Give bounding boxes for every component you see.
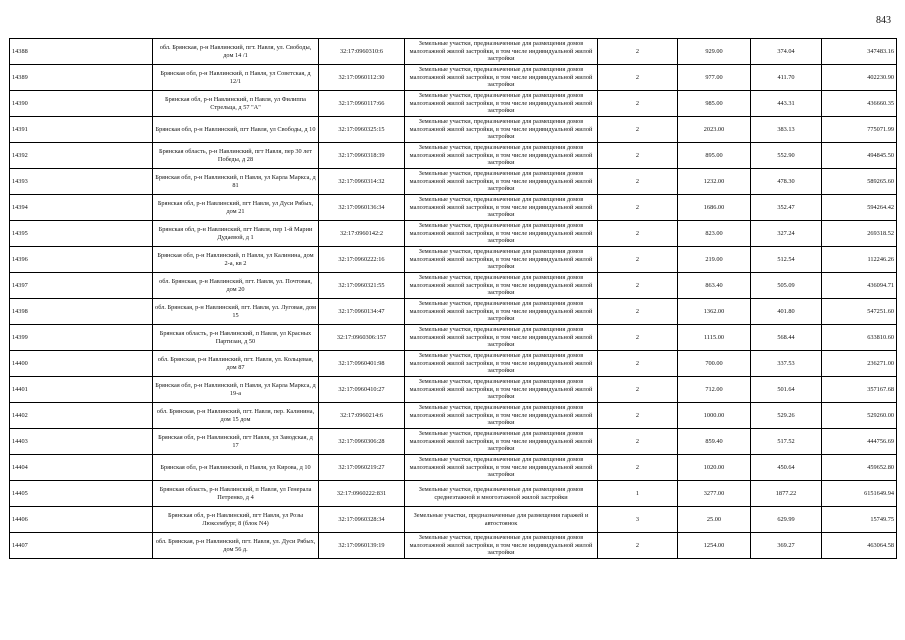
address-cell: обл. Брянская, р-н Навлинский, пгт. Навля, ул. Луговая, дом 15 bbox=[153, 299, 319, 325]
specific-value-cell: 512.54 bbox=[751, 247, 822, 273]
land-use-cell: Земельные участки, предназначенные для размещения домов малоэтажной жилой застройки, в том числе индивидуальной жилой застройки bbox=[405, 533, 598, 559]
row-number: 14403 bbox=[10, 429, 153, 455]
area-cell: 929.00 bbox=[678, 39, 751, 65]
cadastral-number-cell: 32:17:0960222:16 bbox=[319, 247, 405, 273]
land-use-cell: Земельные участки, предназначенные для размещения гаражей и автостоянок bbox=[405, 507, 598, 533]
area-cell: 1020.00 bbox=[678, 455, 751, 481]
address-cell: Брянская обл, р-н Навлинский, пгт Навля, ул Заводская, д 17 bbox=[153, 429, 319, 455]
table-row bbox=[10, 351, 897, 377]
specific-value-cell: 411.70 bbox=[751, 65, 822, 91]
table-row bbox=[10, 455, 897, 481]
specific-value-cell: 505.09 bbox=[751, 273, 822, 299]
cadastral-value-cell: 6151649.94 bbox=[822, 481, 897, 507]
row-number: 14405 bbox=[10, 481, 153, 507]
row-number: 14392 bbox=[10, 143, 153, 169]
table-row bbox=[10, 481, 897, 507]
group-number-cell: 1 bbox=[598, 481, 678, 507]
specific-value-cell: 337.53 bbox=[751, 351, 822, 377]
cadastral-value-cell: 463064.58 bbox=[822, 533, 897, 559]
area-cell: 977.00 bbox=[678, 65, 751, 91]
address-cell: Брянская обл, р-н Навлинский, п Навля, ул Карла Маркса, д 81 bbox=[153, 169, 319, 195]
cadastral-number-cell: 32:17:0960142:2 bbox=[319, 221, 405, 247]
row-number: 14404 bbox=[10, 455, 153, 481]
table-row bbox=[10, 143, 897, 169]
cadastral-value-cell: 775071.99 bbox=[822, 117, 897, 143]
area-cell: 2023.00 bbox=[678, 117, 751, 143]
group-number-cell: 2 bbox=[598, 221, 678, 247]
land-use-cell: Земельные участки, предназначенные для размещения домов малоэтажной жилой застройки, в том числе индивидуальной жилой застройки bbox=[405, 429, 598, 455]
row-number: 14401 bbox=[10, 377, 153, 403]
cadastral-number-cell: 32:17:0960112:30 bbox=[319, 65, 405, 91]
area-cell: 985.00 bbox=[678, 91, 751, 117]
area-cell: 25.00 bbox=[678, 507, 751, 533]
page-number: 843 bbox=[876, 15, 891, 26]
cadastral-value-cell: 357167.68 bbox=[822, 377, 897, 403]
land-use-cell: Земельные участки, предназначенные для размещения домов малоэтажной жилой застройки, в том числе индивидуальной жилой застройки bbox=[405, 39, 598, 65]
land-use-cell: Земельные участки, предназначенные для размещения домов малоэтажной жилой застройки, в том числе индивидуальной жилой застройки bbox=[405, 299, 598, 325]
area-cell: 1254.00 bbox=[678, 533, 751, 559]
row-number: 14400 bbox=[10, 351, 153, 377]
specific-value-cell: 401.80 bbox=[751, 299, 822, 325]
row-number: 14390 bbox=[10, 91, 153, 117]
area-cell: 1000.00 bbox=[678, 403, 751, 429]
address-cell: Брянская обл, р-н Навлинский, п Навля, ул Карла Маркса, д 19-а bbox=[153, 377, 319, 403]
specific-value-cell: 327.24 bbox=[751, 221, 822, 247]
land-use-cell: Земельные участки, предназначенные для размещения домов среднеэтажной и многоэтажной жилой застройки bbox=[405, 481, 598, 507]
cadastral-value-cell: 494845.50 bbox=[822, 143, 897, 169]
specific-value-cell: 383.13 bbox=[751, 117, 822, 143]
address-cell: Брянская обл, р-н Навлинский, п Навля, ул Советская, д 12/1 bbox=[153, 65, 319, 91]
area-cell: 700.00 bbox=[678, 351, 751, 377]
area-cell: 859.40 bbox=[678, 429, 751, 455]
address-cell: Брянская обл, р-н Навлинский, пгт Навля, ул Розы Люксембург, 8 (блок N4) bbox=[153, 507, 319, 533]
row-number: 14396 bbox=[10, 247, 153, 273]
area-cell: 1362.00 bbox=[678, 299, 751, 325]
specific-value-cell: 552.90 bbox=[751, 143, 822, 169]
land-use-cell: Земельные участки, предназначенные для размещения домов малоэтажной жилой застройки, в том числе индивидуальной жилой застройки bbox=[405, 143, 598, 169]
address-cell: Брянская обл, р-н Навлинский, п Навля, ул Кирова, д 10 bbox=[153, 455, 319, 481]
cadastral-number-cell: 32:17:0960139:19 bbox=[319, 533, 405, 559]
land-use-cell: Земельные участки, предназначенные для размещения домов малоэтажной жилой застройки, в том числе индивидуальной жилой застройки bbox=[405, 91, 598, 117]
specific-value-cell: 369.27 bbox=[751, 533, 822, 559]
address-cell: Брянская обл, р-н Навлинский, п Навля, ул Филиппа Стрельца, д 57 "А" bbox=[153, 91, 319, 117]
row-number: 14391 bbox=[10, 117, 153, 143]
land-use-cell: Земельные участки, предназначенные для размещения домов малоэтажной жилой застройки, в том числе индивидуальной жилой застройки bbox=[405, 65, 598, 91]
land-use-cell: Земельные участки, предназначенные для размещения домов малоэтажной жилой застройки, в том числе индивидуальной жилой застройки bbox=[405, 273, 598, 299]
cadastral-number-cell: 32:17:0960214:6 bbox=[319, 403, 405, 429]
table-row bbox=[10, 507, 897, 533]
land-use-cell: Земельные участки, предназначенные для размещения домов малоэтажной жилой застройки, в том числе индивидуальной жилой застройки bbox=[405, 325, 598, 351]
cadastral-value-cell: 436094.71 bbox=[822, 273, 897, 299]
table-row bbox=[10, 299, 897, 325]
cadastral-number-cell: 32:17:0960410:27 bbox=[319, 377, 405, 403]
specific-value-cell: 1877.22 bbox=[751, 481, 822, 507]
cadastral-value-cell: 269318.52 bbox=[822, 221, 897, 247]
land-use-cell: Земельные участки, предназначенные для размещения домов малоэтажной жилой застройки, в том числе индивидуальной жилой застройки bbox=[405, 169, 598, 195]
row-number: 14407 bbox=[10, 533, 153, 559]
area-cell: 895.00 bbox=[678, 143, 751, 169]
group-number-cell: 2 bbox=[598, 455, 678, 481]
cadastral-number-cell: 32:17:0960314:32 bbox=[319, 169, 405, 195]
row-number: 14388 bbox=[10, 39, 153, 65]
specific-value-cell: 568.44 bbox=[751, 325, 822, 351]
cadastral-number-cell: 32:17:0960318:39 bbox=[319, 143, 405, 169]
cadastral-number-cell: 32:17:0960117:66 bbox=[319, 91, 405, 117]
table-row bbox=[10, 39, 897, 65]
specific-value-cell: 517.52 bbox=[751, 429, 822, 455]
cadastral-value-cell: 594264.42 bbox=[822, 195, 897, 221]
land-use-cell: Земельные участки, предназначенные для размещения домов малоэтажной жилой застройки, в том числе индивидуальной жилой застройки bbox=[405, 195, 598, 221]
table-row bbox=[10, 169, 897, 195]
address-cell: обл. Брянская, р-н Навлинский, пгт. Навля, ул. Дуси Рябых, дом 56 д. bbox=[153, 533, 319, 559]
area-cell: 3277.00 bbox=[678, 481, 751, 507]
row-number: 14399 bbox=[10, 325, 153, 351]
address-cell: Брянская область, р-н Навлинский, пгт Навля, пер 30 лет Победы, д 28 bbox=[153, 143, 319, 169]
cadastral-value-cell: 589265.60 bbox=[822, 169, 897, 195]
cadastral-number-cell: 32:17:0960136:34 bbox=[319, 195, 405, 221]
table-row bbox=[10, 195, 897, 221]
cadastral-value-cell: 529260.00 bbox=[822, 403, 897, 429]
group-number-cell: 2 bbox=[598, 377, 678, 403]
table-row bbox=[10, 247, 897, 273]
row-number: 14398 bbox=[10, 299, 153, 325]
table-row bbox=[10, 91, 897, 117]
address-cell: Брянская обл, р-н Навлинский, п Навля, ул Калинина, дом 2-а, кв 2 bbox=[153, 247, 319, 273]
address-cell: обл. Брянская, р-н Навлинский, пгт. Навля, ул. Почтовая, дом 20 bbox=[153, 273, 319, 299]
cadastral-value-cell: 15749.75 bbox=[822, 507, 897, 533]
specific-value-cell: 501.64 bbox=[751, 377, 822, 403]
cadastral-number-cell: 32:17:0960306:157 bbox=[319, 325, 405, 351]
specific-value-cell: 374.04 bbox=[751, 39, 822, 65]
cadastral-value-cell: 459652.80 bbox=[822, 455, 897, 481]
row-number: 14406 bbox=[10, 507, 153, 533]
group-number-cell: 2 bbox=[598, 299, 678, 325]
address-cell: Брянская область, р-н Навлинский, п Навля, ул Генерала Петренко, д 4 bbox=[153, 481, 319, 507]
address-cell: обл. Брянская, р-н Навлинский, пгт. Навля, ул. Свободы, дом 14 /1 bbox=[153, 39, 319, 65]
row-number: 14393 bbox=[10, 169, 153, 195]
land-use-cell: Земельные участки, предназначенные для размещения домов малоэтажной жилой застройки, в том числе индивидуальной жилой застройки bbox=[405, 403, 598, 429]
group-number-cell: 2 bbox=[598, 533, 678, 559]
specific-value-cell: 450.64 bbox=[751, 455, 822, 481]
row-number: 14394 bbox=[10, 195, 153, 221]
cadastral-value-cell: 547251.60 bbox=[822, 299, 897, 325]
area-cell: 1232.00 bbox=[678, 169, 751, 195]
cadastral-number-cell: 32:17:0960222:831 bbox=[319, 481, 405, 507]
address-cell: Брянская обл, р-н Навлинский, пгт Навля, пер 1-й Марии Дудаевой, д 1 bbox=[153, 221, 319, 247]
cadastral-number-cell: 32:17:0960328:34 bbox=[319, 507, 405, 533]
row-number: 14402 bbox=[10, 403, 153, 429]
cadastral-number-cell: 32:17:0960306:28 bbox=[319, 429, 405, 455]
group-number-cell: 2 bbox=[598, 429, 678, 455]
group-number-cell: 2 bbox=[598, 403, 678, 429]
area-cell: 1686.00 bbox=[678, 195, 751, 221]
group-number-cell: 2 bbox=[598, 117, 678, 143]
address-cell: обл. Брянская, р-н Навлинский, пгт. Навля, пер. Калинина, дом 15 дом bbox=[153, 403, 319, 429]
cadastral-number-cell: 32:17:0960325:15 bbox=[319, 117, 405, 143]
table-row bbox=[10, 429, 897, 455]
specific-value-cell: 529.26 bbox=[751, 403, 822, 429]
cadastral-value-cell: 347483.16 bbox=[822, 39, 897, 65]
table-row bbox=[10, 403, 897, 429]
cadastral-number-cell: 32:17:0960219:27 bbox=[319, 455, 405, 481]
group-number-cell: 2 bbox=[598, 247, 678, 273]
table-row bbox=[10, 117, 897, 143]
table-body bbox=[10, 39, 897, 559]
land-use-cell: Земельные участки, предназначенные для размещения домов малоэтажной жилой застройки, в том числе индивидуальной жилой застройки bbox=[405, 455, 598, 481]
address-cell: Брянская обл, р-н Навлинский, пгт Навля, ул Дуси Рябых, дом 21 bbox=[153, 195, 319, 221]
cadastral-number-cell: 32:17:0960401:98 bbox=[319, 351, 405, 377]
cadastral-number-cell: 32:17:0960134:47 bbox=[319, 299, 405, 325]
group-number-cell: 2 bbox=[598, 65, 678, 91]
table-row bbox=[10, 273, 897, 299]
row-number: 14389 bbox=[10, 65, 153, 91]
group-number-cell: 3 bbox=[598, 507, 678, 533]
table-row bbox=[10, 65, 897, 91]
row-number: 14395 bbox=[10, 221, 153, 247]
cadastral-value-table bbox=[9, 38, 897, 559]
area-cell: 1115.00 bbox=[678, 325, 751, 351]
group-number-cell: 2 bbox=[598, 273, 678, 299]
specific-value-cell: 443.31 bbox=[751, 91, 822, 117]
cadastral-number-cell: 32:17:0960321:55 bbox=[319, 273, 405, 299]
cadastral-value-cell: 112246.26 bbox=[822, 247, 897, 273]
cadastral-value-cell: 444756.69 bbox=[822, 429, 897, 455]
area-cell: 863.40 bbox=[678, 273, 751, 299]
land-use-cell: Земельные участки, предназначенные для размещения домов малоэтажной жилой застройки, в том числе индивидуальной жилой застройки bbox=[405, 377, 598, 403]
cadastral-value-cell: 402230.90 bbox=[822, 65, 897, 91]
table-row bbox=[10, 221, 897, 247]
group-number-cell: 2 bbox=[598, 39, 678, 65]
cadastral-value-cell: 633810.60 bbox=[822, 325, 897, 351]
area-cell: 219.00 bbox=[678, 247, 751, 273]
table-row bbox=[10, 533, 897, 559]
table-row bbox=[10, 377, 897, 403]
specific-value-cell: 478.30 bbox=[751, 169, 822, 195]
land-use-cell: Земельные участки, предназначенные для размещения домов малоэтажной жилой застройки, в том числе индивидуальной жилой застройки bbox=[405, 117, 598, 143]
address-cell: Брянская обл, р-н Навлинский, пгт Навля, ул Свободы, д 10 bbox=[153, 117, 319, 143]
row-number: 14397 bbox=[10, 273, 153, 299]
group-number-cell: 2 bbox=[598, 143, 678, 169]
land-use-cell: Земельные участки, предназначенные для размещения домов малоэтажной жилой застройки, в том числе индивидуальной жилой застройки bbox=[405, 221, 598, 247]
address-cell: обл. Брянская, р-н Навлинский, пгт. Навля, ул. Кольцевая, дом 87 bbox=[153, 351, 319, 377]
area-cell: 712.00 bbox=[678, 377, 751, 403]
group-number-cell: 2 bbox=[598, 169, 678, 195]
group-number-cell: 2 bbox=[598, 195, 678, 221]
specific-value-cell: 352.47 bbox=[751, 195, 822, 221]
group-number-cell: 2 bbox=[598, 351, 678, 377]
group-number-cell: 2 bbox=[598, 325, 678, 351]
address-cell: Брянская область, р-н Навлинский, п Навля, ул Красных Партизан, д 50 bbox=[153, 325, 319, 351]
group-number-cell: 2 bbox=[598, 91, 678, 117]
cadastral-number-cell: 32:17:0960310:6 bbox=[319, 39, 405, 65]
table-row bbox=[10, 325, 897, 351]
cadastral-value-cell: 236271.00 bbox=[822, 351, 897, 377]
land-use-cell: Земельные участки, предназначенные для размещения домов малоэтажной жилой застройки, в том числе индивидуальной жилой застройки bbox=[405, 351, 598, 377]
specific-value-cell: 629.99 bbox=[751, 507, 822, 533]
cadastral-value-cell: 436660.35 bbox=[822, 91, 897, 117]
area-cell: 823.00 bbox=[678, 221, 751, 247]
land-use-cell: Земельные участки, предназначенные для размещения домов малоэтажной жилой застройки, в том числе индивидуальной жилой застройки bbox=[405, 247, 598, 273]
